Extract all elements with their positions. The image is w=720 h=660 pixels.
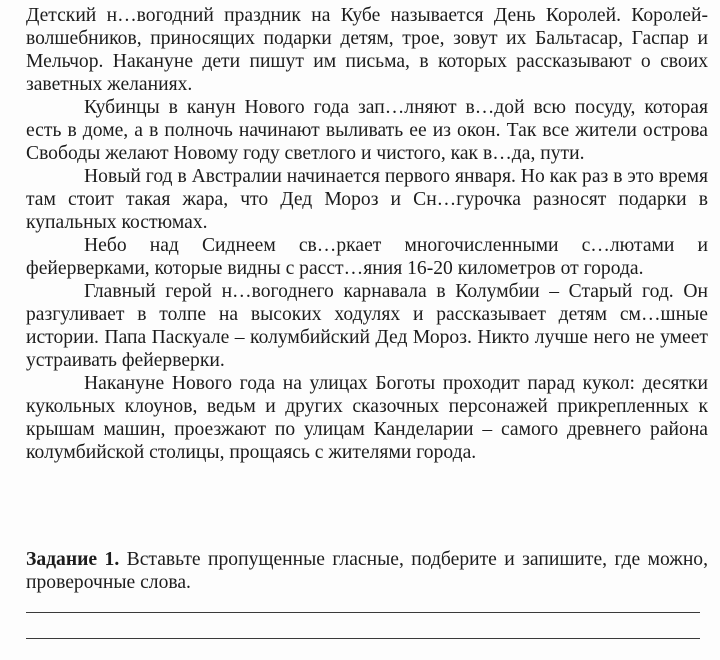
task-text: Вставьте пропущенные гласные, подберите и запишите, где можно, проверочные слова. [26,549,709,593]
paragraph-sydney: Небо над Сиднеем св…ркает многочисленными с…лютами и фейерверками, которые видны с расст…яния 16-20 километров от города. [26,235,708,279]
task-label: Задание 1. [26,549,120,570]
answer-line [26,638,700,639]
paragraph-bogota-parade: Накануне Нового года на улицах Боготы проходит парад кукол: десятки кукольных клоунов, ведьм и других сказочных персонажей прикрепленных к крышам машин, проезжают по улицам Канделарии – самого древнего района колумбийской столицы, прощаясь с жителями города. [26,373,708,463]
task-instruction [26,548,708,594]
paragraph-colombia-carnival: Главный герой н…вогоднего карнавала в Колумбии – Старый год. Он разгуливает в толпе на высоких ходулях и рассказывает детям см…шные истории. Папа Паскуале – колумбийский Дед Мороз. Никто лучше него не умеет устраивать фейерверки. [26,281,708,371]
answer-line [26,612,700,613]
paragraph-cuba-kings: Детский н…вогодний праздник на Кубе называется День Королей. Королей-волшебников, приносящих подарки детям, трое, зовут их Бальтасар, Гаспар и Мельчор. Накануне дети пишут им письма, в которых рассказывают о своих заветных желаниях. [26,5,708,95]
paragraph-cuba-water: Кубинцы в канун Нового года зап…лняют в…дой всю посуду, которая есть в доме, а в полночь начинают выливать ее из окон. Так все жители острова Свободы желают Новому году светлого и чистого, как в…да, пути. [26,97,708,164]
paragraph-australia: Новый год в Австралии начинается первого января. Но как раз в это время там стоит такая жара, что Дед Мороз и Сн…гурочка разносят подарки в купальных костюмах. [26,166,708,233]
text-body [26,4,708,464]
